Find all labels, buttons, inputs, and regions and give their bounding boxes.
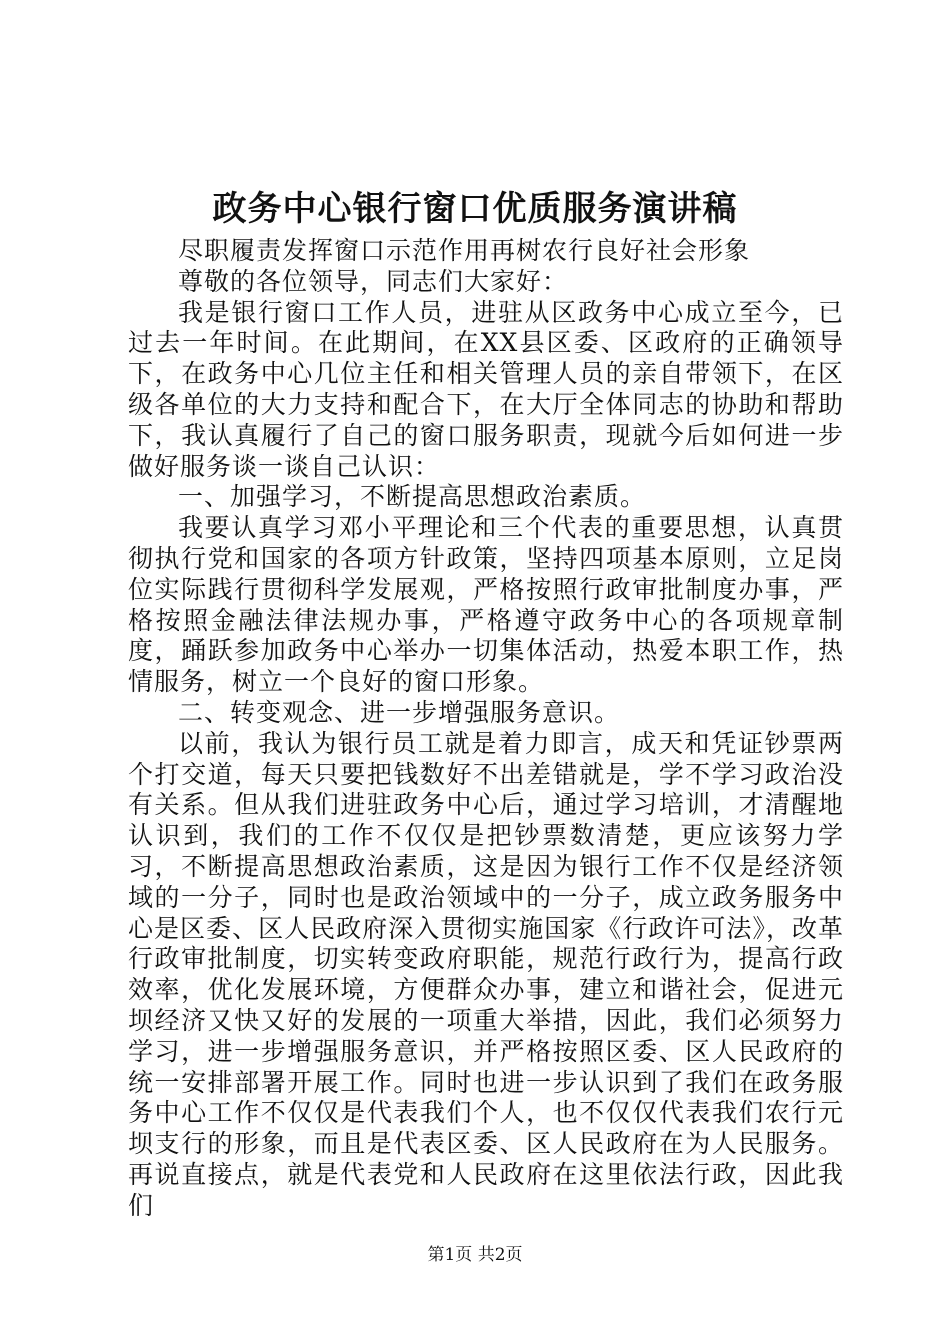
subtitle-paragraph: 尽职履责发挥窗口示范作用再树农行良好社会形象: [178, 236, 751, 265]
section-heading-2: 二、转变观念、进一步增强服务意识。: [178, 697, 621, 727]
salutation-paragraph: 尊敬的各位领导，同志们大家好：: [178, 266, 569, 296]
section-2-paragraph: 以前，我认为银行员工就是着力即言，成天和凭证钞票两个打交道，每天只要把钱数好不出差错就是，学不学习政治没有关系。但从我们进驻政务中心后，通过学习培训，才清醒地认识到，我们的工作不仅仅是把钞票数清楚，更应该努力学习，不断提高思想政治素质，这是因为银行工作不仅是经济领域的一分子，同时也是政治领域中的一分子，成立政务服务中心是区委、区人民政府深入贯彻实施国家《行政许可法》，改革行政审批制度，切实转变政府职能，规范行政行为，提高行政效率，优化发展环境，方便群众办事，建立和谐社会，促进元坝经济又快又好的发展的一项重大举措，因此，我们必须努力学习，进一步增强服务意识，并严格按照区委、区人民政府的统一安排部署开展工作。同时也进一步认识到了我们在政务服务中心工作不仅仅是代表我们个人，也不仅仅代表我们农行元坝支行的形象，而且是代表区委、区人民政府在为人民服务。再说直接点，就是代表党和人民政府在这里依法行政，因此我们: [128, 728, 844, 1220]
section-1-paragraph: 我要认真学习邓小平理论和三个代表的重要思想，认真贯彻执行党和国家的各项方针政策，坚持四项基本原则，立足岗位实际践行贯彻科学发展观，严格按照行政审批制度办事，严格按照金融法律法规办事，严格遵守政务中心的各项规章制度，踊跃参加政务中心举办一切集体活动，热爱本职工作，热情服务，树立一个良好的窗口形象。: [128, 513, 844, 697]
document-body: [128, 236, 844, 1222]
section-heading-1: 一、加强学习，不断提高思想政治素质。: [178, 482, 647, 512]
document-title: 政务中心银行窗口优质服务演讲稿: [212, 189, 738, 229]
page-number-footer: 第1页 共2页: [427, 1245, 523, 1265]
intro-paragraph: 我是银行窗口工作人员，进驻从区政务中心成立至今，已过去一年时间。在此期间，在XX县区委、区政府的正确领导下，在政务中心几位主任和相关管理人员的亲自带领下，在区级各单位的大力支持和配合下，在大厅全体同志的协助和帮助下，我认真履行了自己的窗口服务职责，现就今后如何进一步做好服务谈一谈自己认识：: [128, 297, 844, 481]
